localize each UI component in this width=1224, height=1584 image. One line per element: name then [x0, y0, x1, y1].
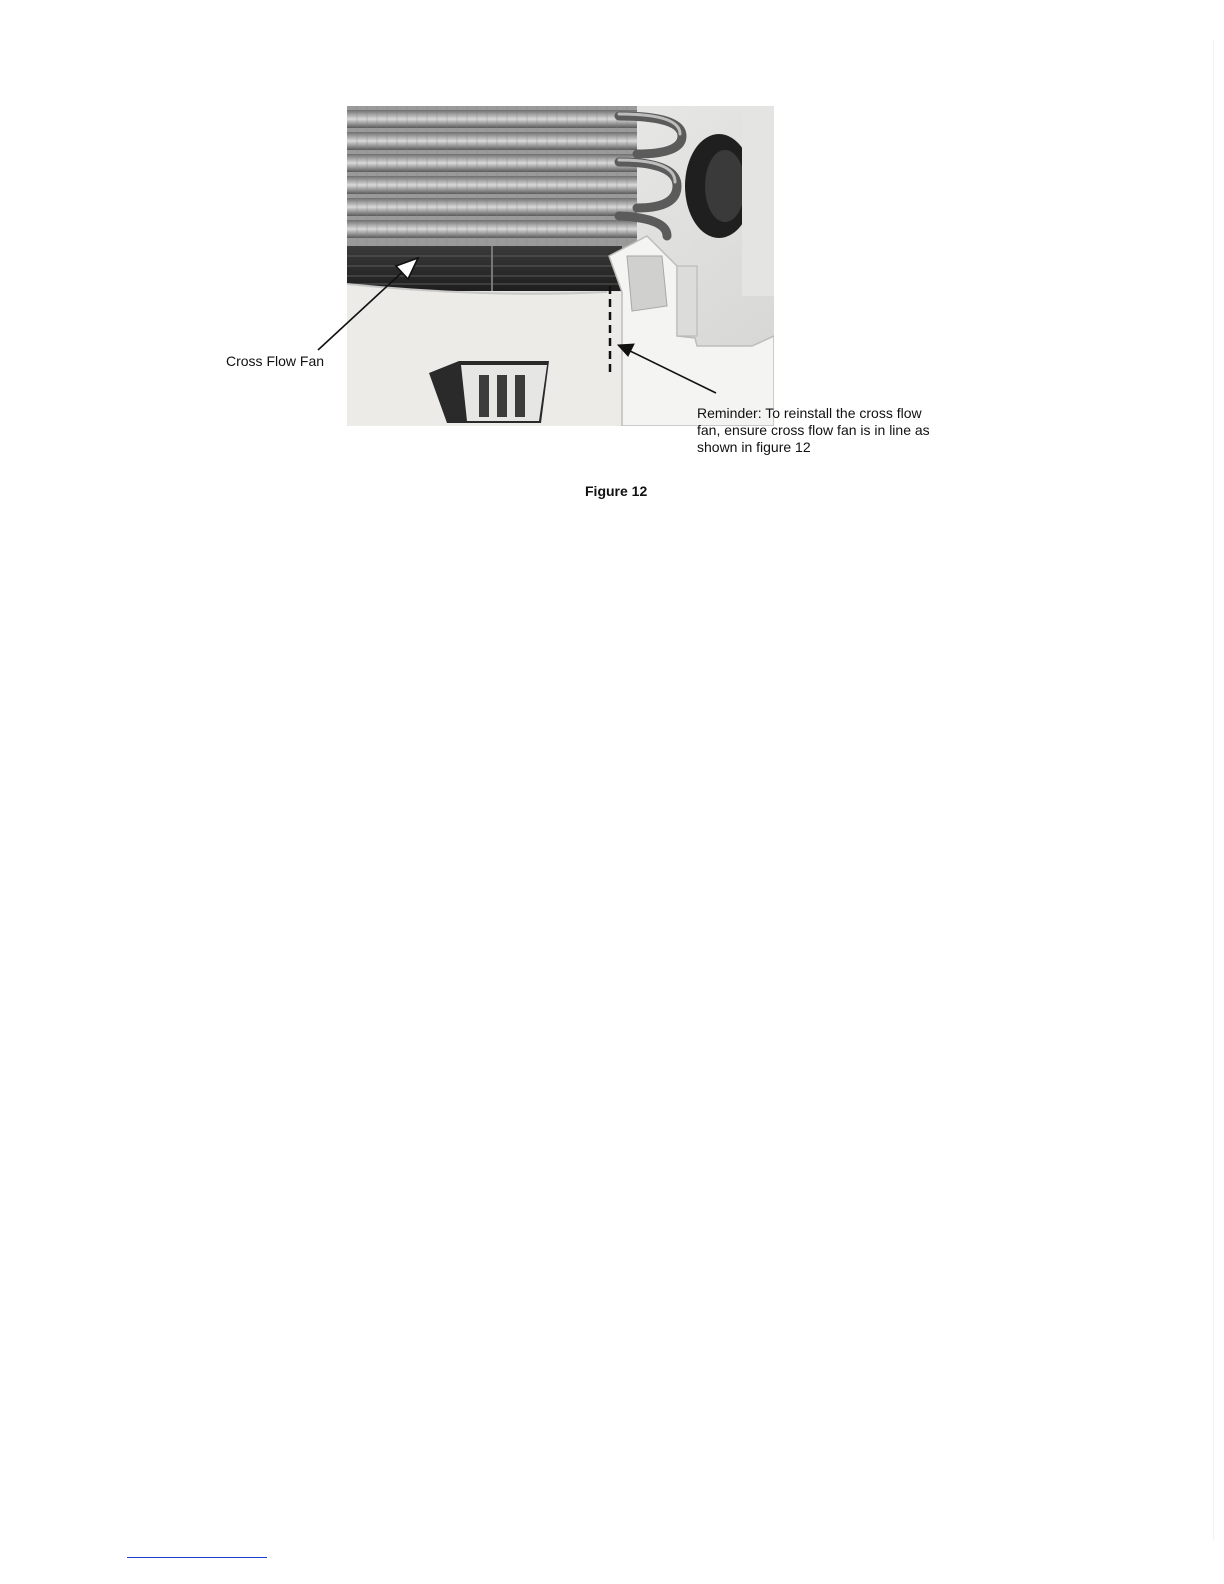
page-edge [1213, 40, 1214, 1540]
reminder-note [697, 405, 967, 456]
reminder-line-2: fan, ensure cross flow fan is in line as [697, 422, 930, 438]
reminder-line-1: Reminder: To reinstall the cross flow [697, 405, 922, 421]
reminder-line-3: shown in figure 12 [697, 439, 811, 455]
footnote-rule [127, 1557, 267, 1558]
figure-caption: Figure 12 [585, 483, 648, 499]
cross-flow-fan-photo [347, 106, 774, 426]
cross-flow-fan-label: Cross Flow Fan [226, 353, 325, 369]
